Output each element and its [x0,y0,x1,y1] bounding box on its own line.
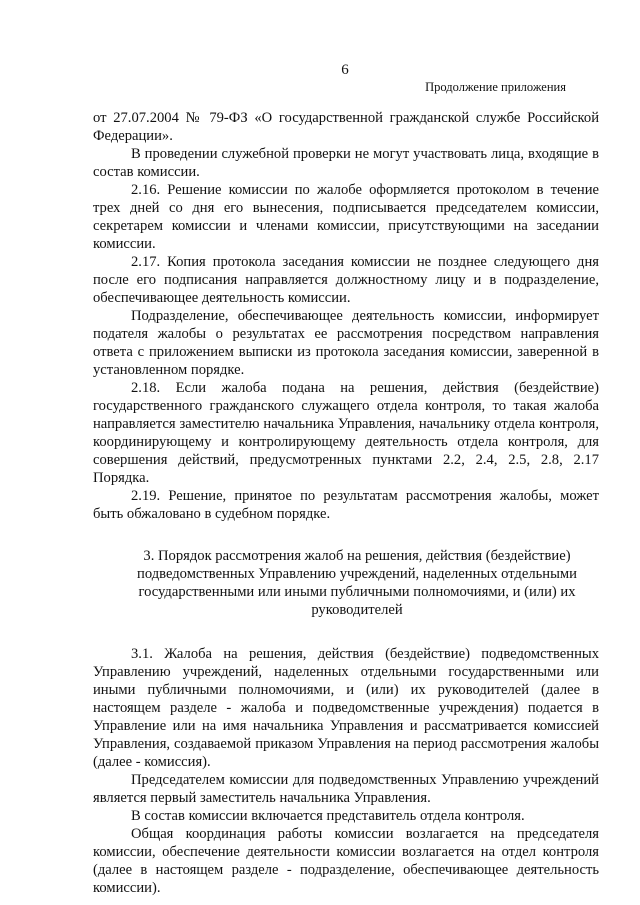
document-body [93,109,599,897]
paragraph: 2.18. Если жалоба подана на решения, действия (бездействие) государственного гражданского служащего отдела контроля, то такая жалоба направляется заместителю начальника Управления, начальнику отдела контроля, координирующему и контролирующему деятельность отдела контроля, для совершения действий, предусмотренных пунктами 2.2, 2.4, 2.5, 2.8, 2.17 Порядка. [93,380,599,486]
paragraph: 2.19. Решение, принятое по результатам рассмотрения жалобы, может быть обжаловано в судебном порядке. [93,488,599,522]
paragraph: Председателем комиссии для подведомственных Управлению учреждений является первый заместитель начальника Управления. [93,772,599,806]
paragraph: 2.16. Решение комиссии по жалобе оформляется протоколом в течение трех дней со дня его вынесения, подписывается председателем комиссии, секретарем комиссии и членами комиссии, присутствующими на заседании комиссии. [93,182,599,252]
paragraph: Подразделение, обеспечивающее деятельность комиссии, информирует подателя жалобы о результатах ее рассмотрения посредством направления ответа с приложением выписки из протокола заседания комиссии, заверенной в установленном порядке. [93,308,599,378]
paragraph: В состав комиссии включается представитель отдела контроля. [131,808,525,824]
paragraph: 2.17. Копия протокола заседания комиссии не позднее следующего дня после его подписания направляется должностному лицу и в подразделение, обеспечивающее деятельность комиссии. [93,254,599,306]
paragraph: от 27.07.2004 № 79-ФЗ «О государственной гражданской службе Российской Федерации». [93,110,599,144]
paragraph: Общая координация работы комиссии возлагается на председателя комиссии, обеспечение деятельности комиссии возлагается на отдел контроля (далее в настоящем разделе - подразделение, обеспечивающее деятельность комиссии). [93,826,599,896]
section-heading: 3. Порядок рассмотрения жалоб на решения, действия (бездействие) подведомственных Управлению учреждений, наделенных отдельными государственными или иными публичными полномочиями, и (или) их руководителей [137,548,577,618]
continuation-note: Продолжение приложения [425,80,566,94]
paragraph: 3.1. Жалоба на решения, действия (бездействие) подведомственных Управлению учреждений, наделенных отдельными государственными или иными публичными полномочиями, и (или) их руководителей (далее в настоящем разделе - жалоба и подведомственные учреждения) подается в Управление или на имя начальника Управления и рассматривается комиссией Управления, создаваемой приказом Управления на период рассмотрения жалобы (далее - комиссия). [93,646,599,770]
page-number: 6 [341,62,349,78]
paragraph: В проведении служебной проверки не могут участвовать лица, входящие в состав комиссии. [93,146,599,180]
